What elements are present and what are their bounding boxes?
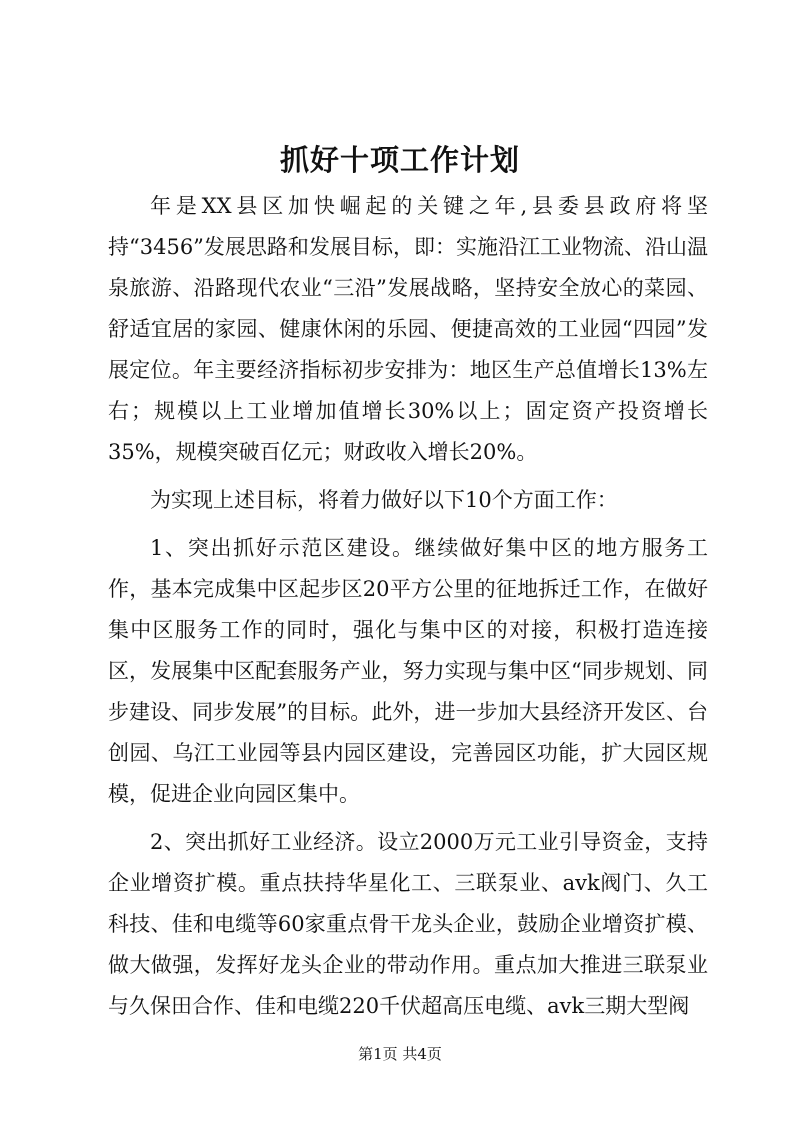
paragraph-item-1: 1、突出抓好示范区建设。继续做好集中区的地方服务工作，基本完成集中区起步区20平方公里的征地拆迁工作，在做好集中区服务工作的同时，强化与集中区的对接，积极打造连接区，发展集中区配套服务产业，努力实现与集中区“同步规划、同步建设、同步发展”的目标。此外，进一步加大县经济开发区、台创园、乌江工业园等县内园区建设，完善园区功能，扩大园区规模，促进企业向园区集中。 bbox=[108, 536, 708, 806]
paragraph-transition: 为实现上述目标，将着力做好以下10个方面工作： bbox=[150, 488, 618, 512]
paragraph-item-2: 2、突出抓好工业经济。设立2000万元工业引导资金，支持企业增资扩模。重点扶持华星化工、三联泵业、avk阀门、久工科技、佳和电缆等60家重点骨干龙头企业，鼓励企业增资扩模、做大做强，发挥好龙头企业的带动作用。重点加大推进三联泵业与久保田合作、佳和电缆220千伏超高压电缆、avk三期大型阀 bbox=[108, 830, 708, 1018]
document-title: 抓好十项工作计划 bbox=[279, 143, 520, 177]
paragraph-intro: 年是XX县区加快崛起的关键之年,县委县政府将坚持“3456”发展思路和发展目标，即：实施沿江工业物流、沿山温泉旅游、沿路现代农业“三沿”发展战略，坚持安全放心的菜园、舒适宜居的家园、健康休闲的乐园、便捷高效的工业园“四园”发展定位。年主要经济指标初步安排为：地区生产总值增长13%左右；规模以上工业增加值增长30%以上；固定资产投资增长35%，规模突破百亿元；财政收入增长20%。 bbox=[108, 194, 708, 464]
page-footer: 第1页 共4页 bbox=[358, 1045, 442, 1063]
document-body bbox=[108, 186, 708, 1034]
